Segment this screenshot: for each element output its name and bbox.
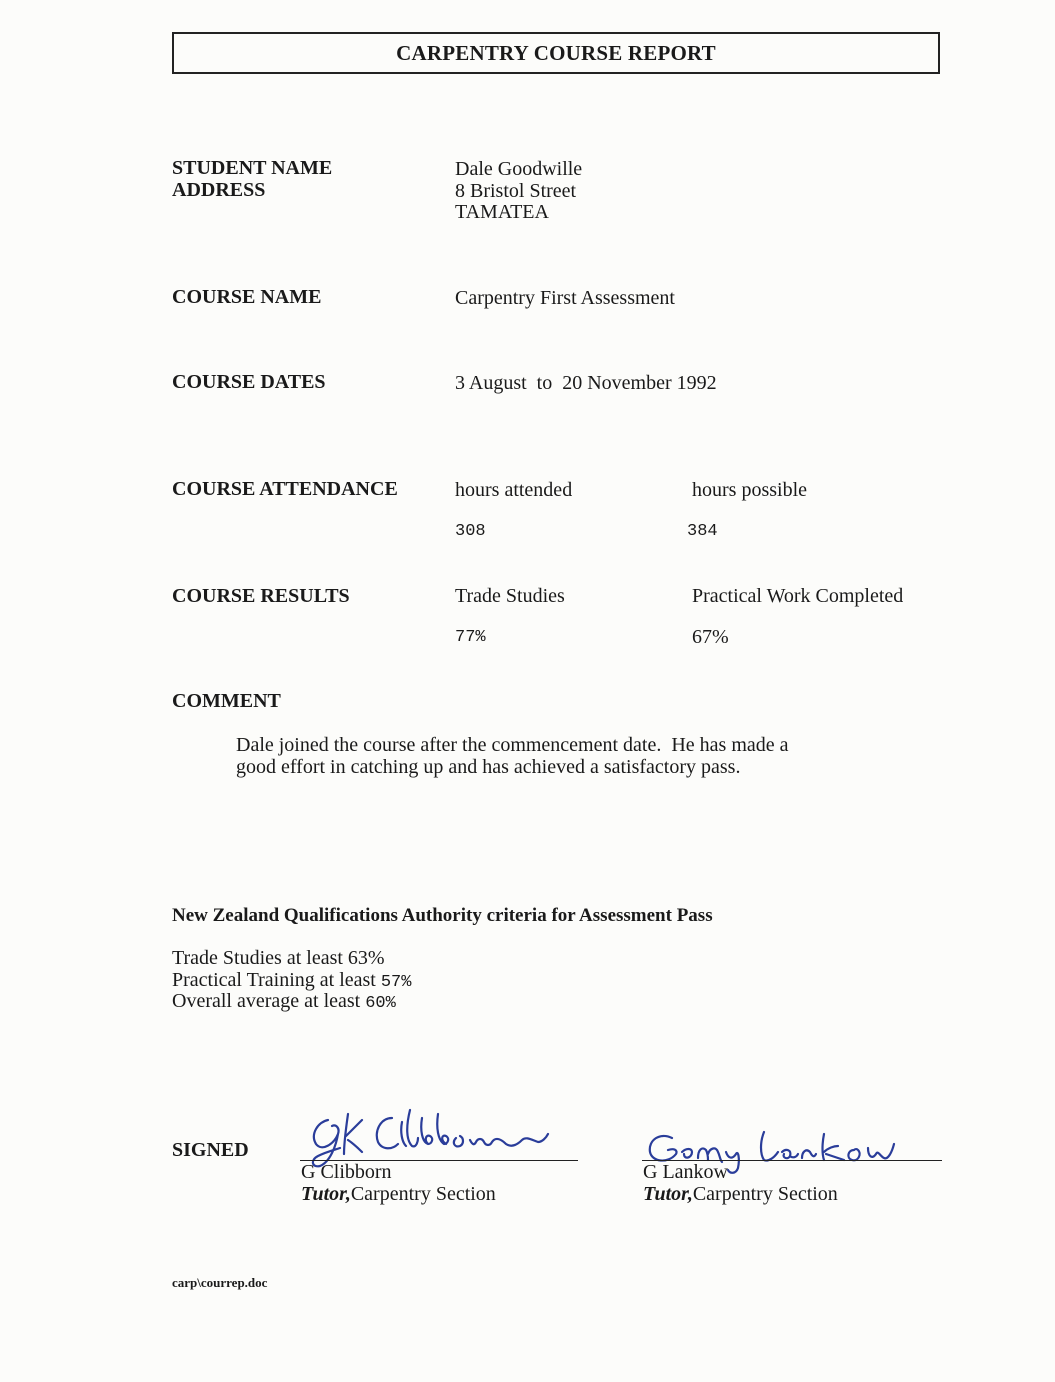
practical-work-label: Practical Work Completed [692, 585, 904, 607]
criteria-heading: New Zealand Qualifications Authority criteria for Assessment Pass [172, 905, 713, 926]
criteria-overall [172, 990, 396, 1013]
report-title: CARPENTRY COURSE REPORT [172, 32, 940, 74]
practical-work-value: 67% [692, 626, 729, 648]
address-label: ADDRESS [172, 179, 266, 201]
signatory-1-role-italic: Tutor, [301, 1183, 351, 1205]
trade-studies-value: 77% [455, 628, 486, 647]
course-name-label: COURSE NAME [172, 286, 322, 308]
hours-possible-value: 384 [687, 522, 718, 541]
signatory-1-role [301, 1183, 496, 1206]
attendance-label: COURSE ATTENDANCE [172, 478, 398, 500]
hours-possible-label: hours possible [692, 479, 807, 501]
address-line-2: TAMATEA [455, 201, 549, 223]
signatory-2-role [643, 1183, 838, 1206]
signatory-1-name: G Clibborn [301, 1161, 392, 1183]
course-dates: 3 August to 20 November 1992 [455, 372, 717, 394]
signatory-2-role-italic: Tutor, [643, 1183, 693, 1205]
student-name: Dale Goodwille [455, 158, 583, 180]
criteria-practical-text: Practical Training at least [172, 969, 381, 991]
student-name-label: STUDENT NAME [172, 157, 333, 179]
signed-label: SIGNED [172, 1139, 249, 1161]
criteria-trade: Trade Studies at least 63% [172, 947, 385, 969]
criteria-practical [172, 969, 411, 992]
criteria-practical-value: 57% [380, 973, 412, 992]
signatory-2-name: G Lankow [643, 1161, 728, 1183]
comment-line-1: Dale joined the course after the commencement date. He has made a [236, 734, 789, 756]
hours-attended-label: hours attended [455, 479, 573, 501]
criteria-overall-text: Overall average at least [172, 990, 366, 1012]
address-line-1: 8 Bristol Street [455, 180, 577, 202]
hours-attended-value: 308 [455, 522, 486, 541]
footer-filename: carp\courrep.doc [172, 1275, 268, 1290]
results-label: COURSE RESULTS [172, 585, 350, 607]
signatory-2-role-text: Carpentry Section [692, 1183, 838, 1205]
comment-line-2: good effort in catching up and has achieved a satisfactory pass. [236, 756, 741, 778]
comment-label: COMMENT [172, 690, 281, 712]
criteria-overall-value: 60% [365, 994, 396, 1013]
trade-studies-label: Trade Studies [455, 585, 565, 607]
course-dates-label: COURSE DATES [172, 371, 326, 393]
signatory-1-role-text: Carpentry Section [350, 1183, 496, 1205]
course-name: Carpentry First Assessment [455, 287, 675, 309]
